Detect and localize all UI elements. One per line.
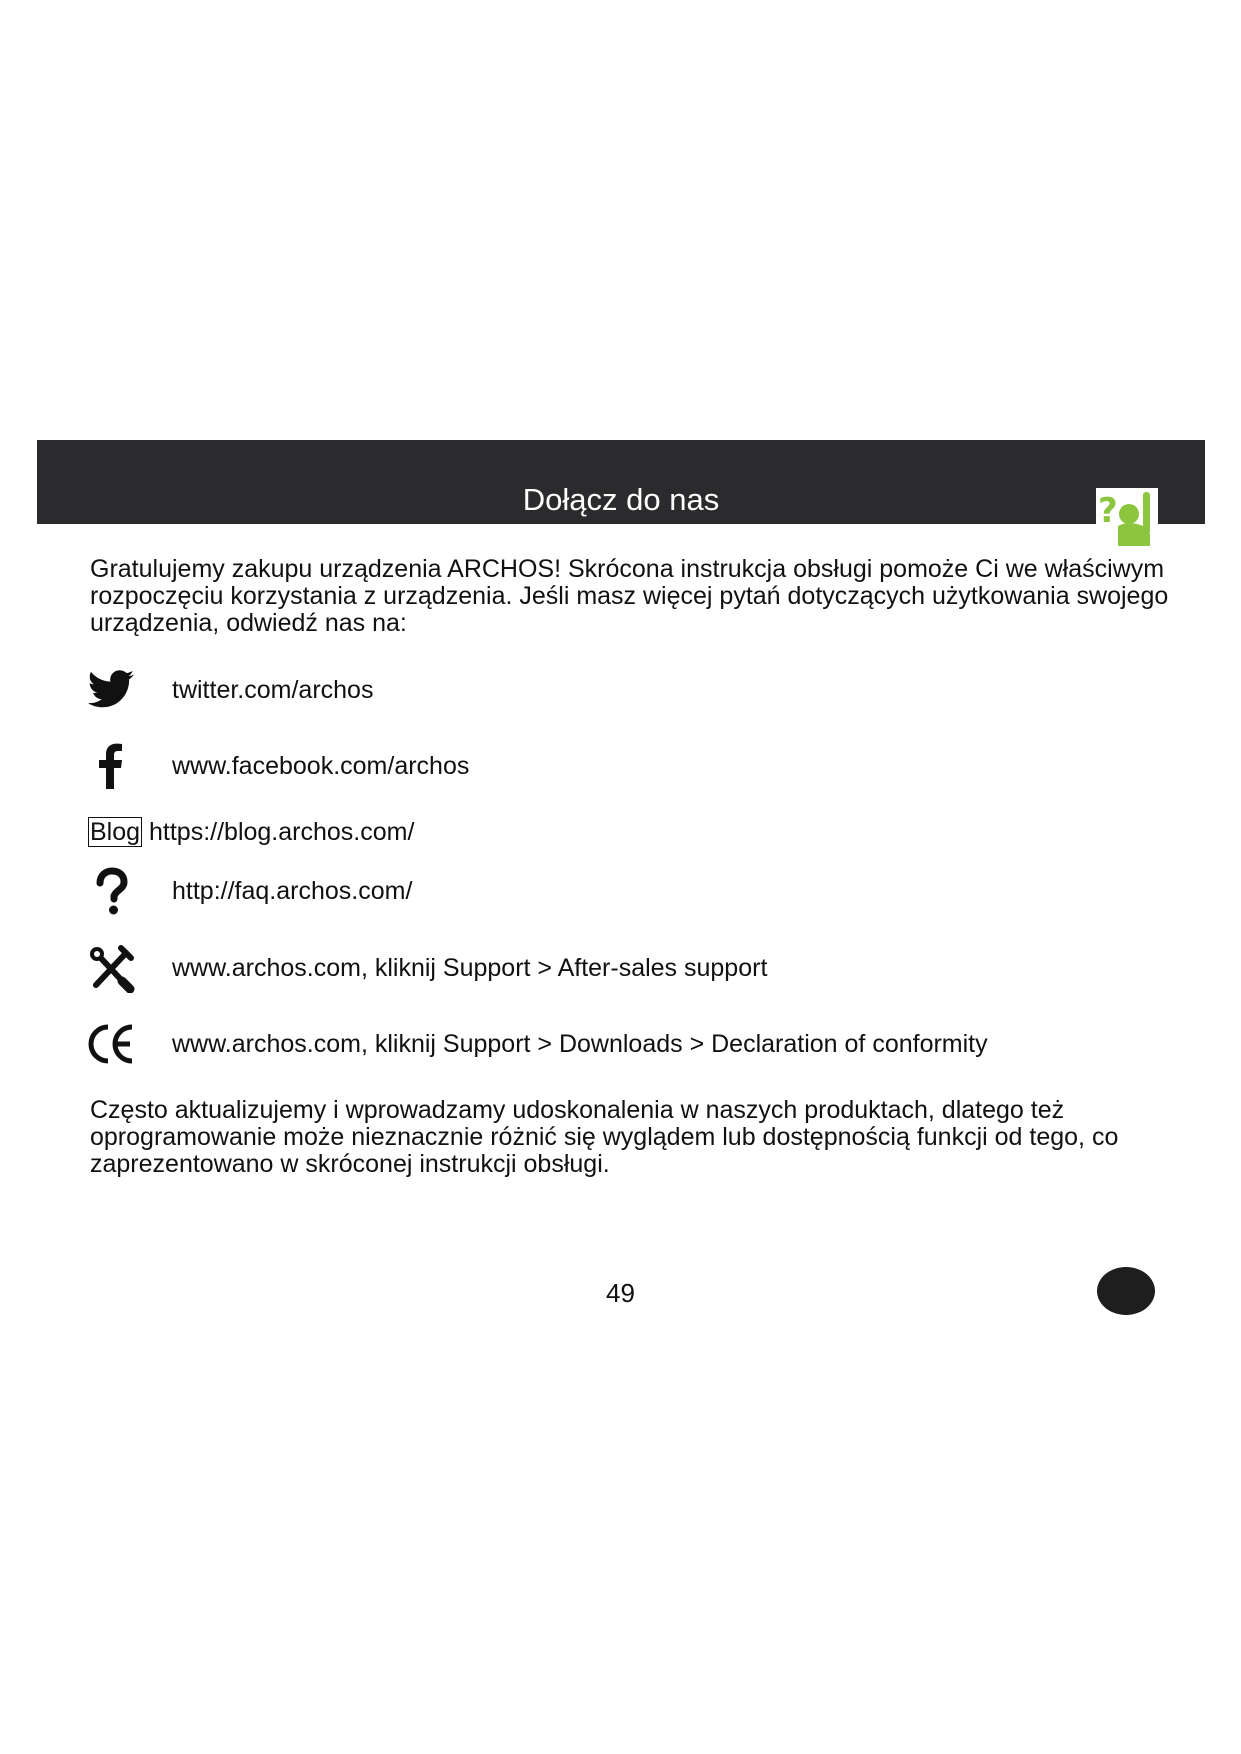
- outro-paragraph: Często aktualizujemy i wprowadzamy udoskonalenia w naszych produktach, dlatego też oprogramowanie może nieznacznie różnić się wyglądem lub dostępnością funkcji od tego, co zaprezentowano w skróconej instrukcji obsługi.: [90, 1096, 1119, 1178]
- twitter-link[interactable]: twitter.com/archos: [172, 676, 374, 704]
- faq-link[interactable]: http://faq.archos.com/: [172, 877, 413, 905]
- twitter-icon: [86, 665, 136, 715]
- conformity-row: [86, 1019, 1186, 1069]
- conformity-link[interactable]: www.archos.com, kliknij Support > Downloads > Declaration of conformity: [172, 1030, 988, 1058]
- blog-row: [88, 817, 414, 847]
- page-number: 49: [606, 1278, 635, 1308]
- facebook-row: [86, 741, 1186, 791]
- question-mark-icon: [86, 866, 136, 916]
- page-marker-dot: [1097, 1267, 1155, 1315]
- help-person-icon: [1096, 488, 1158, 550]
- facebook-link[interactable]: www.facebook.com/archos: [172, 752, 470, 780]
- intro-paragraph: Gratulujemy zakupu urządzenia ARCHOS! Skrócona instrukcja obsługi pomoże Ci we właściwym rozpoczęciu korzystania z urządzenia. Jeśli masz więcej pytań dotyczących użytkowania swojego urządzenia, odwiedź nas na:: [90, 555, 1169, 637]
- support-row: [86, 943, 1186, 993]
- support-link[interactable]: www.archos.com, kliknij Support > After-sales support: [172, 954, 768, 982]
- twitter-row: [86, 665, 1186, 715]
- blog-label: Blog: [90, 818, 141, 846]
- tools-icon: [86, 943, 136, 993]
- svg-text:?: ?: [1098, 491, 1118, 531]
- facebook-icon: [86, 741, 136, 791]
- section-header-bar: [37, 440, 1205, 524]
- section-title: Dołącz do nas: [522, 482, 720, 517]
- blog-link[interactable]: https://blog.archos.com/: [149, 818, 415, 846]
- ce-mark-icon: [86, 1019, 136, 1069]
- faq-row: [86, 866, 1186, 916]
